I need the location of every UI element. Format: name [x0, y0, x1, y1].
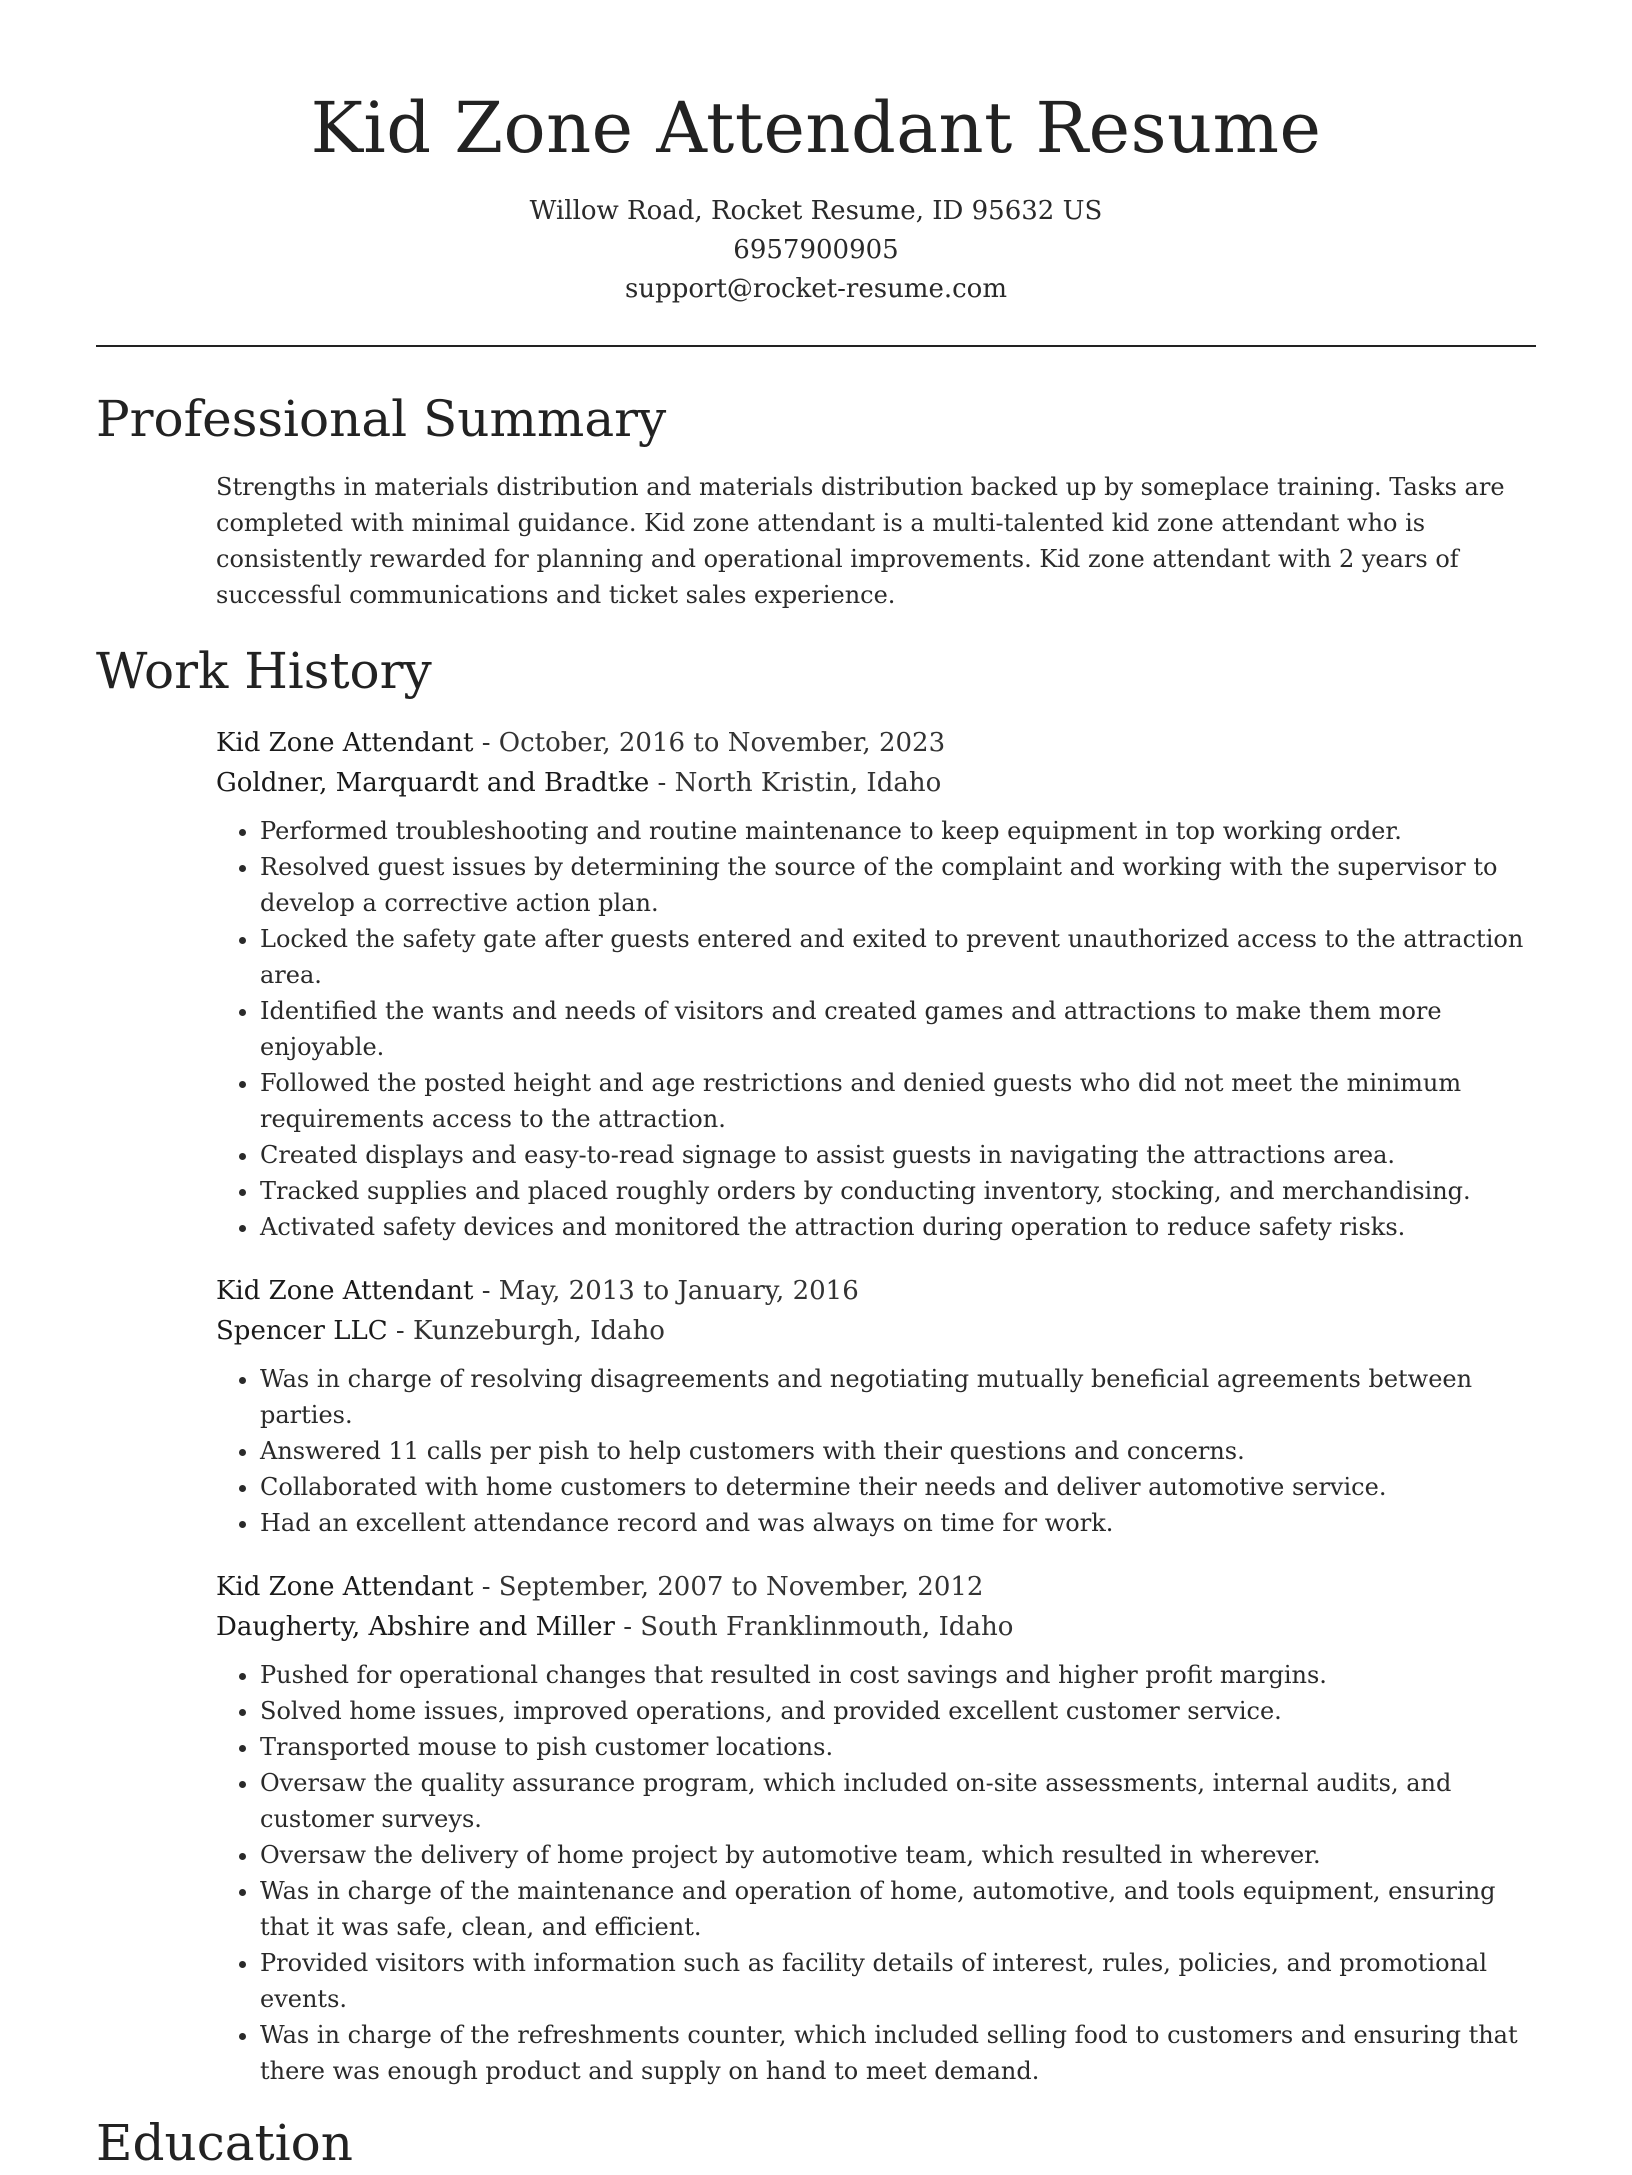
job-entry	[216, 1567, 1536, 2089]
education-section	[96, 2111, 1536, 2175]
job-bullet: • Was in charge of resolving disagreements and negotiating mutually beneficial agreements between parties.	[260, 1361, 1536, 1433]
job-role-line	[216, 1567, 1536, 1607]
work-history-section	[96, 639, 1536, 2089]
job-bullet: • Answered 11 calls per pish to help customers with their questions and concerns.	[260, 1433, 1536, 1469]
resume-title: Kid Zone Attendant Resume	[310, 87, 1322, 169]
job-bullet: • Followed the posted height and age restrictions and denied guests who did not meet the minimum requirements access to the attraction.	[260, 1065, 1536, 1137]
job-role: Kid Zone Attendant	[216, 728, 474, 758]
section-title-work-history: Work History	[96, 642, 432, 700]
job-bullet: • Collaborated with home customers to determine their needs and deliver automotive service.	[260, 1469, 1536, 1505]
job-entry	[216, 1271, 1536, 1541]
job-dates: October, 2016 to November, 2023	[498, 728, 946, 758]
job-bullet: • Activated safety devices and monitored the attraction during operation to reduce safety risks.	[260, 1209, 1536, 1245]
address: Willow Road, Rocket Resume, ID 95632 US	[529, 196, 1103, 226]
job-role-line	[216, 723, 1536, 763]
job-dates: May, 2013 to January, 2016	[498, 1276, 859, 1306]
job-dates: September, 2007 to November, 2012	[498, 1572, 984, 1602]
job-bullet: • Was in charge of the maintenance and operation of home, automotive, and tools equipment, ensuring that it was safe, clean, and efficient.	[260, 1873, 1536, 1945]
section-title-summary: Professional Summary	[96, 390, 667, 448]
job-bullet: • Oversaw the delivery of home project by automotive team, which resulted in wherever.	[260, 1837, 1536, 1873]
job-company-line	[216, 1607, 1536, 1647]
job-role: Kid Zone Attendant	[216, 1572, 474, 1602]
job-separator: -	[649, 768, 675, 798]
job-bullet: • Created displays and easy-to-read signage to assist guests in navigating the attractions area.	[260, 1137, 1536, 1173]
phone-number: 6957900905	[733, 235, 899, 265]
email-address: support@rocket-resume.com	[624, 274, 1007, 304]
job-separator: -	[473, 728, 499, 758]
job-company: Daugherty, Abshire and Miller	[216, 1612, 615, 1642]
job-bullet: • Tracked supplies and placed roughly orders by conducting inventory, stocking, and merchandising.	[260, 1173, 1536, 1209]
job-separator: -	[473, 1572, 499, 1602]
professional-summary-section	[96, 387, 1536, 613]
job-location: North Kristin, Idaho	[674, 768, 942, 798]
job-separator: -	[387, 1316, 413, 1346]
resume-header	[96, 0, 1536, 309]
job-bullet: • Locked the safety gate after guests entered and exited to prevent unauthorized access to the attraction area.	[260, 921, 1536, 993]
job-bullet-list	[216, 813, 1536, 1245]
job-entry	[216, 723, 1536, 1245]
job-bullet: • Transported mouse to pish customer locations.	[260, 1729, 1536, 1765]
job-bullet-list	[216, 1361, 1536, 1541]
job-bullet: • Oversaw the quality assurance program, which included on-site assessments, internal audits, and customer surveys.	[260, 1765, 1536, 1837]
job-bullet: • Had an excellent attendance record and was always on time for work.	[260, 1505, 1536, 1541]
job-company: Spencer LLC	[216, 1316, 388, 1346]
job-role-line	[216, 1271, 1536, 1311]
job-company-line	[216, 1311, 1536, 1351]
job-bullet: • Identified the wants and needs of visitors and created games and attractions to make them more enjoyable.	[260, 993, 1536, 1065]
job-location: South Franklinmouth, Idaho	[640, 1612, 1014, 1642]
summary-text: Strengths in materials distribution and materials distribution backed up by someplace training. Tasks are completed with minimal guidance. Kid zone attendant is a multi-talented kid zone attendant who is consistently rewarded for planning and operational improvements. Kid zone attendant with 2 years of successful communications and ticket sales experience.	[216, 473, 1505, 609]
job-company: Goldner, Marquardt and Bradtke	[216, 768, 650, 798]
section-title-education: Education	[96, 2114, 353, 2172]
job-bullet: • Resolved guest issues by determining the source of the complaint and working with the supervisor to develop a corrective action plan.	[260, 849, 1536, 921]
header-divider	[96, 345, 1536, 347]
job-bullet: • Was in charge of the refreshments counter, which included selling food to customers and ensuring that there was enough product and supply on hand to meet demand.	[260, 2017, 1536, 2089]
job-separator: -	[614, 1612, 641, 1642]
job-bullet: • Pushed for operational changes that resulted in cost savings and higher profit margins.	[260, 1657, 1536, 1693]
job-bullet-list	[216, 1657, 1536, 2089]
job-separator: -	[473, 1276, 499, 1306]
job-location: Kunzeburgh, Idaho	[412, 1316, 665, 1346]
job-role: Kid Zone Attendant	[216, 1276, 474, 1306]
job-company-line	[216, 763, 1536, 803]
job-bullet: • Solved home issues, improved operations, and provided excellent customer service.	[260, 1693, 1536, 1729]
contact-info	[96, 192, 1536, 309]
job-bullet: • Performed troubleshooting and routine maintenance to keep equipment in top working order.	[260, 813, 1536, 849]
job-bullet: • Provided visitors with information such as facility details of interest, rules, policies, and promotional events.	[260, 1945, 1536, 2017]
